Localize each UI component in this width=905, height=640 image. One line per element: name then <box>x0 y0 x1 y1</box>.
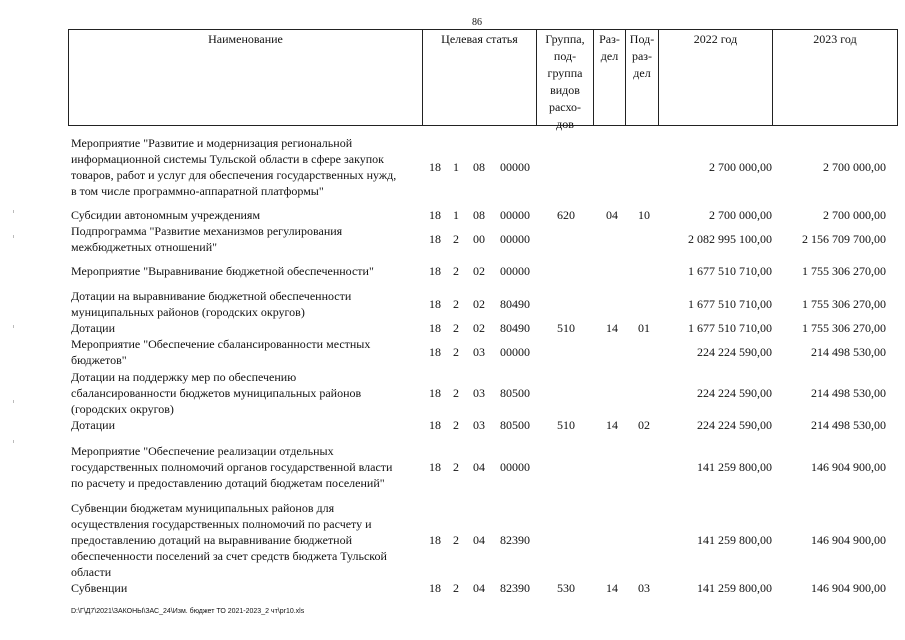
row-name-line: сбалансированности бюджетов муниципальных районов <box>71 386 362 400</box>
row-name-line: Дотации <box>71 321 116 335</box>
target-code-2: 2 <box>453 297 459 311</box>
value-2022: 141 259 800,00 <box>697 581 772 595</box>
value-2023: 146 904 900,00 <box>811 460 886 474</box>
target-code-1: 18 <box>429 386 441 400</box>
scan-mark <box>13 440 14 443</box>
row-name-line: Подпрограмма "Развитие механизмов регулирования <box>71 224 343 238</box>
target-code-3: 04 <box>473 581 485 595</box>
target-code-2: 2 <box>453 232 459 246</box>
row-name-line: государственных полномочий органов государственной власти <box>71 460 393 474</box>
value-2023: 214 498 530,00 <box>811 418 886 432</box>
row-name <box>71 500 421 580</box>
scan-mark <box>13 235 14 238</box>
value-2023: 1 755 306 270,00 <box>802 297 886 311</box>
target-code-3: 02 <box>473 264 485 278</box>
subsection-code: 10 <box>638 208 650 222</box>
value-2022: 1 677 510 710,00 <box>688 264 772 278</box>
header-target: Целевая статья <box>441 32 518 46</box>
row-name-line: по расчету и предоставлению дотаций бюджетам поселений" <box>71 476 385 490</box>
group-code: 530 <box>557 581 575 595</box>
target-code-2: 2 <box>453 264 459 278</box>
row-name-line: Субвенции <box>71 581 128 595</box>
row-name <box>71 320 421 336</box>
value-2022: 224 224 590,00 <box>697 418 772 432</box>
target-code-4: 00000 <box>500 264 530 278</box>
header-line: дел <box>633 66 651 80</box>
target-code-1: 18 <box>429 460 441 474</box>
value-2023: 1 755 306 270,00 <box>802 321 886 335</box>
section-code: 14 <box>606 418 618 432</box>
value-2022: 141 259 800,00 <box>697 533 772 547</box>
header-2022: 2022 год <box>693 32 738 46</box>
value-2023: 1 755 306 270,00 <box>802 264 886 278</box>
row-name-line: муниципальных районов (городских округов) <box>71 305 305 319</box>
target-code-2: 1 <box>453 208 459 222</box>
section-code: 14 <box>606 321 618 335</box>
header-line: расхо- <box>548 100 582 114</box>
row-name-line: Мероприятие "Обеспечение реализации отдельных <box>71 444 334 458</box>
target-code-3: 08 <box>473 208 485 222</box>
group-code: 510 <box>557 321 575 335</box>
target-code-1: 18 <box>429 533 441 547</box>
target-code-3: 03 <box>473 345 485 359</box>
target-code-4: 00000 <box>500 232 530 246</box>
target-code-1: 18 <box>429 297 441 311</box>
target-code-2: 2 <box>453 386 459 400</box>
section-code: 04 <box>606 208 618 222</box>
target-code-4: 82390 <box>500 533 530 547</box>
target-code-4: 80500 <box>500 386 530 400</box>
target-code-1: 18 <box>429 418 441 432</box>
row-name-line: Мероприятие "Выравнивание бюджетной обеспеченности" <box>71 264 374 278</box>
header-line: Группа, <box>545 32 585 46</box>
target-code-4: 00000 <box>500 208 530 222</box>
scan-mark <box>13 400 14 403</box>
target-code-3: 04 <box>473 533 485 547</box>
target-code-2: 2 <box>453 581 459 595</box>
value-2022: 141 259 800,00 <box>697 460 772 474</box>
target-code-4: 82390 <box>500 581 530 595</box>
target-code-4: 80490 <box>500 321 530 335</box>
row-name-line: бюджетов" <box>71 353 127 367</box>
row-name-line: межбюджетных отношений" <box>71 240 218 254</box>
target-code-1: 18 <box>429 232 441 246</box>
target-code-1: 18 <box>429 208 441 222</box>
value-2022: 2 082 995 100,00 <box>688 232 772 246</box>
target-code-4: 00000 <box>500 160 530 174</box>
header-group <box>537 31 593 133</box>
subsection-code: 03 <box>638 581 650 595</box>
header-2023: 2023 год <box>813 32 857 46</box>
target-code-3: 02 <box>473 321 485 335</box>
target-code-2: 2 <box>453 533 459 547</box>
group-code: 620 <box>557 208 575 222</box>
value-2022: 1 677 510 710,00 <box>688 321 772 335</box>
subsection-code: 02 <box>638 418 650 432</box>
row-name <box>71 336 421 368</box>
value-2023: 214 498 530,00 <box>811 345 886 359</box>
group-code: 510 <box>557 418 575 432</box>
header-line: Под- <box>629 32 655 46</box>
target-code-3: 04 <box>473 460 485 474</box>
page-number: 86 <box>472 17 482 28</box>
value-2023: 2 700 000,00 <box>823 208 886 222</box>
row-name-line: в том числе программно-аппаратной платформы" <box>71 184 324 198</box>
value-2023: 2 700 000,00 <box>823 160 886 174</box>
value-2022: 2 700 000,00 <box>709 208 772 222</box>
target-code-3: 08 <box>473 160 485 174</box>
target-code-1: 18 <box>429 321 441 335</box>
value-2023: 2 156 709 700,00 <box>802 232 886 246</box>
row-name <box>71 417 421 433</box>
subsection-code: 01 <box>638 321 650 335</box>
target-code-1: 18 <box>429 581 441 595</box>
target-code-3: 03 <box>473 418 485 432</box>
row-name <box>71 369 421 417</box>
target-code-4: 00000 <box>500 460 530 474</box>
target-code-4: 00000 <box>500 345 530 359</box>
target-code-2: 2 <box>453 345 459 359</box>
row-name <box>71 288 421 320</box>
header-line: дел <box>600 49 619 63</box>
header-name: Наименование <box>208 32 283 46</box>
scan-mark <box>13 325 14 328</box>
row-name-line: информационной системы Тульской области в сфере закупок <box>71 152 384 166</box>
row-name <box>71 263 421 279</box>
row-name-line: обеспеченности поселений за счет средств бюджета Тульской <box>71 549 387 563</box>
value-2022: 1 677 510 710,00 <box>688 297 772 311</box>
row-name-line: Дотации <box>71 418 116 432</box>
row-name <box>71 223 421 255</box>
section-code: 14 <box>606 581 618 595</box>
row-name-line: осуществления государственных полномочий по расчету и <box>71 517 372 531</box>
row-name-line: Дотации на выравнивание бюджетной обеспеченности <box>71 289 352 303</box>
target-code-2: 2 <box>453 321 459 335</box>
row-name <box>71 580 421 596</box>
row-name-line: Мероприятие "Развитие и модернизация региональной <box>71 136 353 150</box>
row-name-line: Субсидии автономным учреждениям <box>71 208 261 222</box>
value-2023: 146 904 900,00 <box>811 533 886 547</box>
row-name-line: Мероприятие "Обеспечение сбалансированности местных <box>71 337 371 351</box>
value-2023: 214 498 530,00 <box>811 386 886 400</box>
header-line: Раз- <box>599 32 620 46</box>
row-name-line: предоставлению дотаций на выравнивание бюджетной <box>71 533 353 547</box>
header-line: дов <box>556 117 574 131</box>
target-code-1: 18 <box>429 264 441 278</box>
row-name-line: (городских округов) <box>71 402 174 416</box>
target-code-1: 18 <box>429 160 441 174</box>
header-line: группа <box>547 66 583 80</box>
target-code-3: 00 <box>473 232 485 246</box>
row-name-line: области <box>71 565 112 579</box>
value-2022: 2 700 000,00 <box>709 160 772 174</box>
row-name <box>71 443 421 491</box>
row-name-line: товаров, работ и услуг для обеспечения государственных нужд, <box>71 168 397 182</box>
header-subsection <box>626 31 658 82</box>
target-code-4: 80500 <box>500 418 530 432</box>
row-name <box>71 207 421 223</box>
value-2022: 224 224 590,00 <box>697 386 772 400</box>
scan-mark <box>13 210 14 213</box>
value-2023: 146 904 900,00 <box>811 581 886 595</box>
target-code-2: 1 <box>453 160 459 174</box>
row-name-line: Субвенции бюджетам муниципальных районов для <box>71 501 335 515</box>
row-name-line: Дотации на поддержку мер по обеспечению <box>71 370 297 384</box>
target-code-1: 18 <box>429 345 441 359</box>
header-line: под- <box>553 49 577 63</box>
target-code-2: 2 <box>453 460 459 474</box>
target-code-3: 02 <box>473 297 485 311</box>
target-code-4: 80490 <box>500 297 530 311</box>
file-path-footer: D:\Г\Д7\2021\ЗАКОНЫ\ЗАС_24\Изм. бюджет ТО 2021-2023_2 чт\pr10.xls <box>71 608 305 615</box>
header-line: раз- <box>631 49 653 63</box>
target-code-3: 03 <box>473 386 485 400</box>
header-section <box>594 31 625 65</box>
target-code-2: 2 <box>453 418 459 432</box>
header-line: видов <box>550 83 580 97</box>
value-2022: 224 224 590,00 <box>697 345 772 359</box>
row-name <box>71 135 421 199</box>
